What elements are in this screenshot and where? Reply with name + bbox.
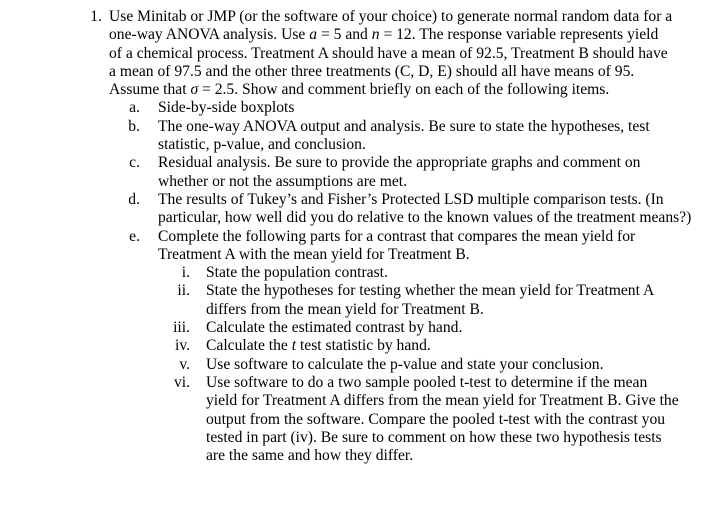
item-marker: e. — [129, 227, 140, 245]
item-marker: d. — [128, 190, 140, 208]
subitem-marker: v. — [179, 355, 190, 373]
subitem-marker: vi. — [173, 373, 190, 391]
a-symbol: a — [309, 26, 318, 44]
question-number: 1. — [90, 8, 102, 25]
subitem-iv — [0, 337, 707, 355]
subitem-marker: iv. — [174, 337, 190, 355]
item-b — [0, 118, 707, 155]
item-text: Residual analysis. Be sure to provide the appropriate graphs and comment on whether or not the assumptions are met. — [158, 154, 641, 190]
item-text: Side-by-side boxplots — [158, 99, 295, 117]
subitem-marker: iii. — [173, 319, 190, 337]
subitem-marker: ii. — [177, 282, 190, 300]
assignment-document — [0, 8, 707, 465]
subitem-text: State the population contrast. — [206, 264, 388, 282]
item-a — [0, 99, 707, 117]
subitem-text: Use software to calculate the p-value and state your conclusion. — [206, 355, 604, 373]
subitem-i — [0, 264, 707, 282]
item-text: The one-way ANOVA output and analysis. Be sure to state the hypotheses, test statistic, p-value, and conclusion. — [158, 117, 650, 154]
subitem-iii — [0, 319, 707, 337]
item-c — [0, 154, 707, 191]
item-text: Complete the following parts for a contrast that compares the mean yield for Treatment A with the mean yield for Treatment B. — [158, 227, 636, 263]
item-marker: b. — [128, 117, 140, 135]
item-text: The results of Tukey’s and Fisher’s Protected LSD multiple comparison tests. (In particular, how well did you do relative to the known values of the treatment means?) — [158, 190, 692, 227]
subitem-text: Use software to do a two sample pooled t-test to determine if the mean yield for Treatment A differs from the mean yield for Treatment B. Give the output from the software. Compare the pooled t-test with the contrast you tested in part (iv). Be sure to comment on how these two hypothesis tests are the same and how they differ. — [206, 373, 679, 465]
subitem-text: State the hypotheses for testing whether the mean yield for Treatment A differs from the mean yield for Treatment B. — [206, 282, 654, 318]
question-1 — [0, 8, 707, 99]
question-text: Use Minitab or JMP (or the software of your choice) to generate normal random data for a one-way ANOVA analysis. Use a = 5 and n = 12. The response variable represents yield of a chemical process. Treatment A should have a mean of 92.5, Treatment B should have a mean of 97.5 and the other three treatments (C, D, E) should all have means of 95. Assume that σ = 2.5. Show and comment briefly on each of the following items. — [109, 8, 673, 99]
item-e — [0, 228, 707, 265]
subitem-marker: i. — [181, 264, 190, 282]
item-d — [0, 191, 707, 228]
item-marker: c. — [129, 154, 140, 172]
n-symbol: n — [371, 26, 380, 44]
subitem-text: Calculate the t test statistic by hand. — [206, 337, 431, 355]
subitem-v — [0, 356, 707, 374]
subitem-ii — [0, 282, 707, 319]
subitem-text: Calculate the estimated contrast by hand. — [206, 319, 463, 337]
sigma-symbol: σ — [190, 81, 199, 99]
t-symbol: t — [291, 337, 297, 355]
item-marker: a. — [129, 99, 140, 117]
subitem-vi — [0, 374, 707, 465]
